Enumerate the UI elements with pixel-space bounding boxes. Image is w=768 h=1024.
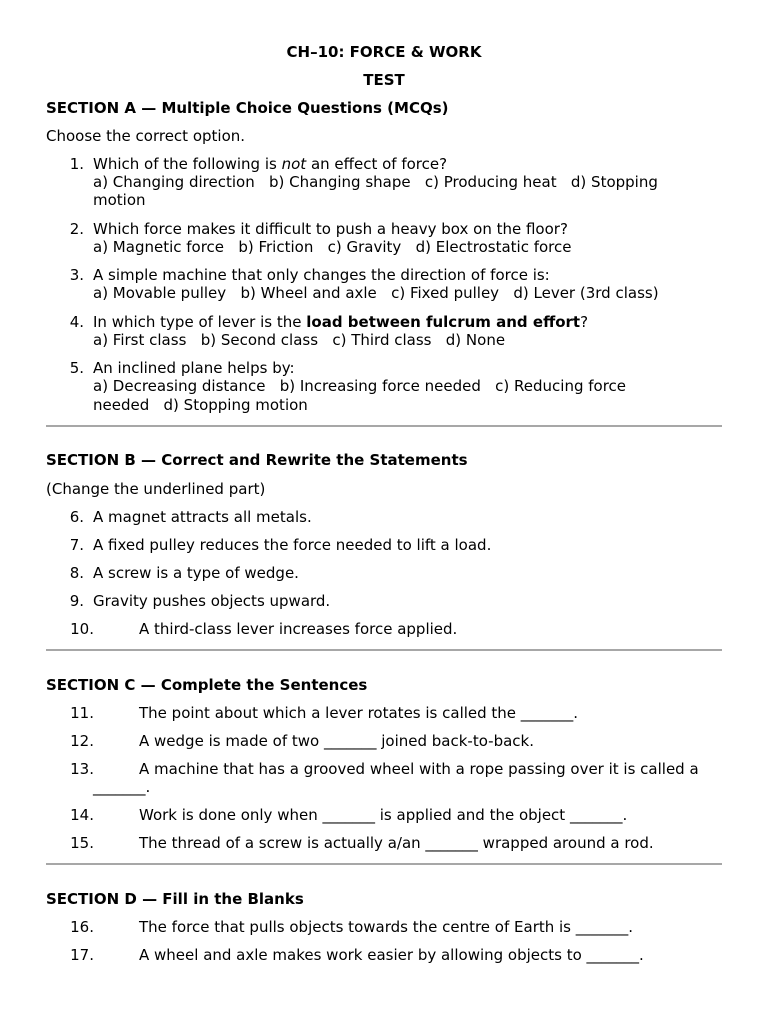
question-number: 4. [69,313,84,331]
section-divider [46,649,722,651]
statement-number: 6. [69,508,84,526]
question-options: a) First class b) Second class c) Third class d) None [93,331,506,349]
sentence-number: 13. [70,760,94,778]
sentence-text: The point about which a lever rotates is called the _______. [139,704,579,722]
question-options: a) Movable pulley b) Wheel and axle c) Fixed pulley d) Lever (3rd class) [93,284,659,302]
section-divider [46,425,722,427]
statement-number: 8. [69,564,84,582]
question-number: 2. [69,220,84,238]
sentence-text: The thread of a screw is actually a/an _______ wrapped around a rod. [139,834,654,852]
sentence-text-continued: _______. [93,778,151,796]
question-options: a) Decreasing distance b) Increasing force needed c) Reducing force [93,377,627,395]
question-stem: An inclined plane helps by: [93,359,295,377]
statement-text: A fixed pulley reduces the force needed to lift a load. [93,536,492,554]
blank-text: The force that pulls objects towards the centre of Earth is _______. [139,918,634,936]
statement-number: 9. [69,592,84,610]
sentence-number: 15. [70,834,94,852]
blank-number: 16. [70,918,94,936]
sentence-text: A wedge is made of two _______ joined back-to-back. [139,732,534,750]
sentence-text: Work is done only when _______ is applied and the object _______. [139,806,628,824]
statement-text: A screw is a type of wedge. [93,564,299,582]
sentence-number: 12. [70,732,94,750]
statement-text: Gravity pushes objects upward. [93,592,331,610]
stem-text: ? [580,313,589,331]
worksheet-title: CH–10: FORCE & WORK [286,43,482,61]
section-a-instruction: Choose the correct option. [46,127,246,145]
question-stem [93,313,588,331]
question-number: 1. [69,155,84,173]
stem-bold: load between fulcrum and effort [306,313,581,331]
stem-text: In which type of lever is the [93,313,307,331]
statement-number: 10. [70,620,94,638]
sentence-text: A machine that has a grooved wheel with a rope passing over it is called a [139,760,699,778]
question-stem: A simple machine that only changes the direction of force is: [93,266,550,284]
stem-emphasis: not [281,155,307,173]
statement-text: A magnet attracts all metals. [93,508,312,526]
question-options-continued: motion [93,191,146,209]
question-stem [93,155,447,173]
section-divider [46,863,722,865]
section-b-instruction: (Change the underlined part) [46,480,266,498]
question-options: a) Changing direction b) Changing shape c) Producing heat d) Stopping [93,173,658,191]
statement-number: 7. [69,536,84,554]
sentence-number: 14. [70,806,94,824]
worksheet-subtitle: TEST [363,71,405,89]
section-b-heading: SECTION B — Correct and Rewrite the Statements [46,451,468,469]
stem-text: Which of the following is [93,155,282,173]
sentence-number: 11. [70,704,94,722]
stem-text: an effect of force? [306,155,448,173]
question-number: 5. [69,359,84,377]
section-c-heading: SECTION C — Complete the Sentences [46,676,368,694]
question-stem: Which force makes it difficult to push a heavy box on the floor? [93,220,568,238]
question-options: a) Magnetic force b) Friction c) Gravity d) Electrostatic force [93,238,572,256]
section-d-heading: SECTION D — Fill in the Blanks [46,890,304,908]
section-a-heading: SECTION A — Multiple Choice Questions (MCQs) [46,99,449,117]
question-number: 3. [69,266,84,284]
statement-text: A third-class lever increases force applied. [139,620,458,638]
question-options-continued: needed d) Stopping motion [93,396,308,414]
blank-number: 17. [70,946,94,964]
blank-text: A wheel and axle makes work easier by allowing objects to _______. [139,946,644,964]
